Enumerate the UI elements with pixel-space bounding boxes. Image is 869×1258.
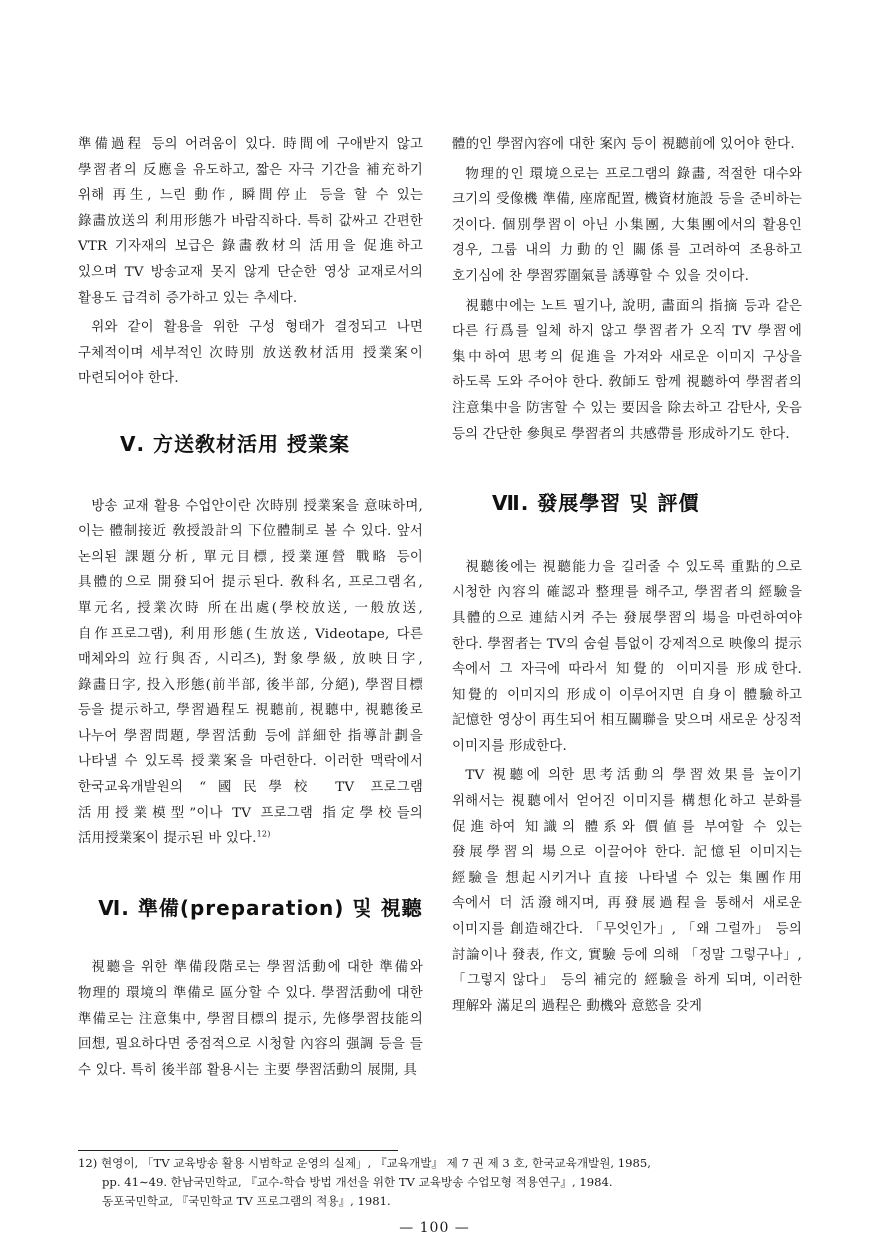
heading-prefix: Ⅵ. 準備( [98, 895, 190, 920]
section-heading-vii: Ⅶ. 發展學習 및 評價 [492, 491, 700, 516]
paragraph: 體的인 學習內容에 대한 案內 등이 視聽前에 있어야 한다. [452, 137, 795, 152]
left-column [78, 132, 423, 1083]
paragraph: 視聽을 위한 準備段階로는 學習活動에 대한 準備와 物理的 環境의 準備로 區分할 수 있다. 學習活動에 대한 準備로는 注意集中, 學習目標의 提示, 先修學習技能의 回想, 필요하다면 중점적으로 시청할 內容의 强調 등을 들 수 있다. 특히 後半部 활용시는 主要 學習活動의 展開, 具 [78, 960, 423, 1078]
paragraph-text: 방송 교재 활용 수업안이란 次時別 授業案을 意味하며, 이는 體制接近 敎授設計의 下位體制로 볼 수 있다. 앞서 논의된 課題分析, 單元目標, 授業運營 戰略 등이 具體的으로 開發되어 提示된다. 敎科名, 프로그램名, 單元名, 授業次時 所在出處(學校放送, 一般放送, 自作프로그램), 利用形態(生放送, Videotape, 다른 매체와의 竝行與否, 시리즈), 對象學級, 放映日字, 錄畵日字, 投入形態(前半部, 後半部, 分絕), 學習目標 등을 提示하고, 學習過程도 視聽前, 視聽中, 視聽後로 나누어 學習問題, 學習活動 등에 詳細한 指導計劃을 나타낼 수 있도록 授業案을 마련한다. 이러한 맥락에서 한국교육개발원의 “國民學校 TV 프로그램 活用授業模型”이나 TV 프로그램 指定學校들의 活用授業案이 提示된 바 있다. [78, 498, 423, 847]
heading-suffix: ) 및 視聽 [334, 895, 423, 920]
right-column [452, 132, 802, 1019]
heading-bold-term: preparation [189, 895, 335, 920]
footnote-divider [78, 1150, 398, 1151]
section-heading-v: Ⅴ. 方送敎材活用 授業案 [120, 431, 351, 456]
section-heading-vi [78, 896, 423, 922]
paragraph: TV 視聽에 의한 思考活動의 學習效果를 높이기 위해서는 視聽에서 얻어진 이미지를 構想化하고 분화를 促進하여 知識의 體系와 價値를 부여할 수 있는 發展學習의 場으로 이끌어야 한다. 記憶된 이미지는 經驗을 想起시키거나 直接 나타낼 수 있는 集團作用 속에서 더 活潑해지며, 再發展過程을 통해서 새로운 이미지를 創造해간다. 「무엇인가」, 「왜 그럴까」 등의 討論이나 發表, 作文, 實驗 등에 의해 「정말 그렇구나」, 「그렇지 않다」 등의 補完的 經驗을 하게 되며, 이러한 理解와 滿足의 過程은 動機와 意慾을 갖게 [452, 768, 802, 1014]
paragraph: 準備過程 등의 어려움이 있다. 時間에 구애받지 않고 學習者의 反應을 유도하고, 짧은 자극 기간을 補充하기 위해 再生, 느린 動作, 瞬間停止 등을 할 수 있는 錄畵放送의 利用形態가 바람직하다. 특히 값싸고 간편한 VTR 기자재의 보급은 錄畵敎材의 活用을 促進하고 있으며 TV 방송교재 못지 않게 단순한 영상 교재로서의 활용도 급격히 증가하고 있는 추세다. [78, 137, 423, 306]
paragraph: 위와 같이 활용을 위한 구성 형태가 결정되고 나면 구체적이며 세부적인 次時別 放送敎材活用 授業案이 마련되어야 한다. [78, 320, 423, 387]
footnote-ref: 12) [256, 829, 271, 839]
paragraph: 視聽中에는 노트 필기나, 說明, 畵面의 指摘 등과 같은 다른 行爲를 일체 하지 않고 學習者가 오직 TV 學習에 集中하여 思考의 促進을 가져와 새로운 이미지 구상을 하도록 도와 주어야 한다. 敎師도 함께 視聽하여 學習者의 注意集中을 防害할 수 있는 要因을 除去하고 감탄사, 웃음 등의 간단한 參與로 學習者의 共感帶를 形成하기도 한다. [452, 298, 802, 442]
paragraph: 視聽後에는 視聽能力을 길러줄 수 있도록 重點的으로 시청한 內容의 確認과 整理를 해주고, 學習者의 經驗을 具體的으로 連結시켜 주는 發展學習의 場을 마련하여야 한다. 學習者는 TV의 숨쉴 틈없이 강제적으로 映像의 提示 속에서 그 자극에 따라서 知覺的 이미지를 形成한다. 知覺的 이미지의 形成이 이루어지면 自身이 體驗하고 記憶한 영상이 再生되어 相互關聯을 맞으며 새로운 상징적 이미지를 形成한다. [452, 559, 802, 754]
footnote-line: 동포국민학교, 『국민학교 TV 프로그램의 적용』, 1981. [102, 1194, 391, 1208]
footnote [78, 1154, 802, 1211]
paragraph [78, 494, 423, 852]
footnote-line: 12) 현영이, 「TV 교육방송 활용 시범학교 운영의 실제」, 『교육개발』 제 7 권 제 3 호, 한국교육개발원, 1985, [78, 1156, 651, 1170]
paragraph: 物理的인 環境으로는 프로그램의 錄畵, 적절한 대수와 크기의 受像機 準備, 座席配置, 機資材施設 등을 준비하는 것이다. 個別學習이 아닌 小集團, 大集團에서의 활용인 경우, 그룹 내의 力動的인 關係를 고려하여 조용하고 호기심에 찬 學習雰圍氣를 誘導할 수 있을 것이다. [452, 166, 802, 284]
footnote-line: pp. 41∼49. 한남국민학교, 『교수-학습 방법 개선을 위한 TV 교육방송 수업모형 적용연구』, 1984. [102, 1175, 613, 1189]
page-number: — 100 — [399, 1220, 470, 1236]
